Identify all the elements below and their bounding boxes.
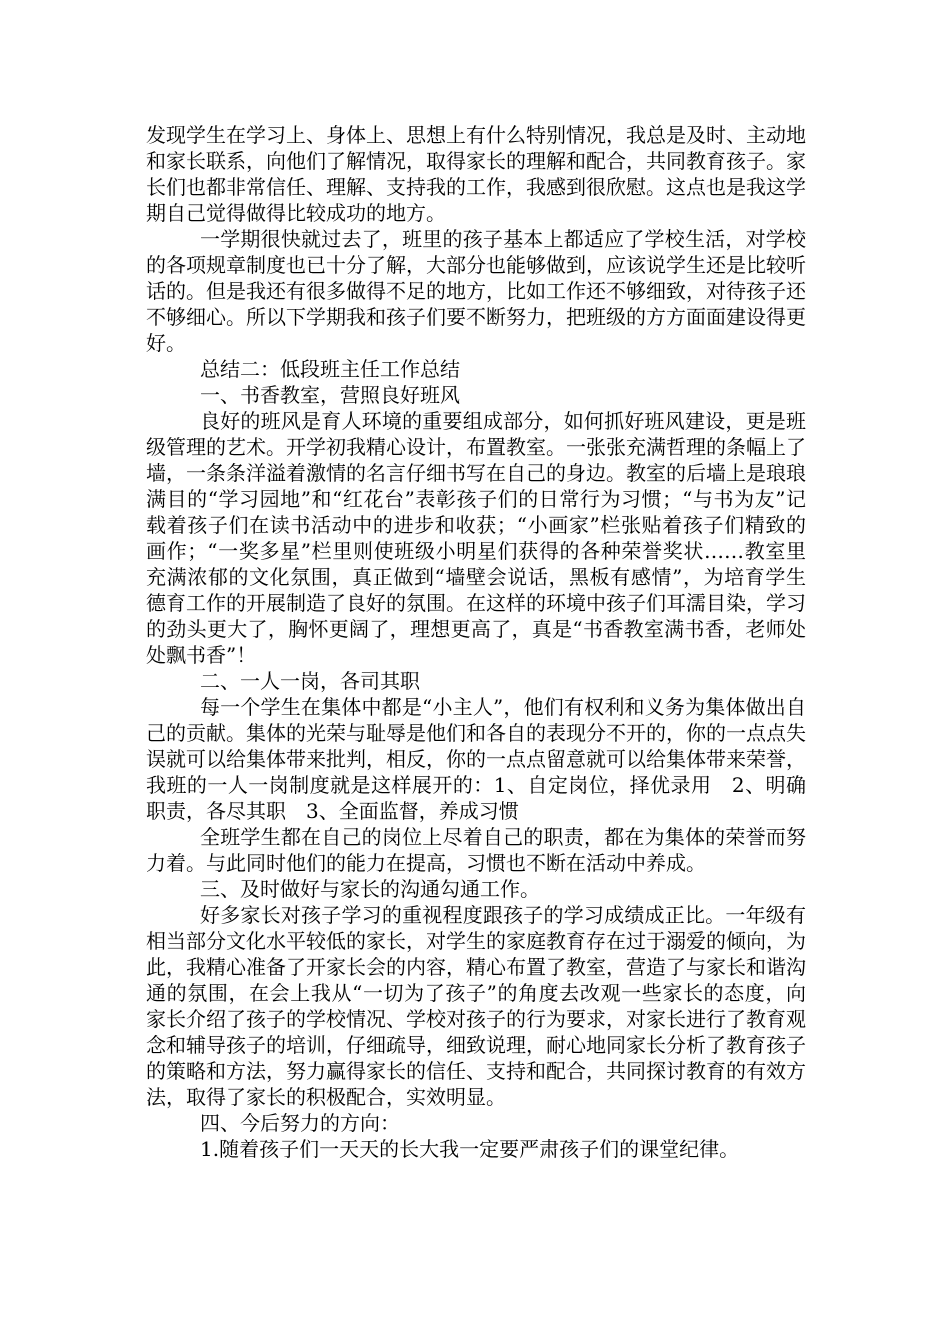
list-item-one: 1.随着孩子们一天天的长大我一定要严肃孩子们的课堂纪律。 — [200, 1137, 740, 1161]
paragraph-class-atmosphere: 良好的班风是育人环境的重要组成部分，如何抓好班风建设，更是班级管理的艺术。开学初我精心设计，布置教室。一张张充满哲理的条幅上了墙，一条条洋溢着激情的名言仔细书写在自己的身边。教室的后墙上是琅琅满目的“学习园地”和“红花台”表彰孩子们的日常行为习惯；“与书为友”记载着孩子们在读书活动中的进步和收获；“小画家”栏张贴着孩子们精致的画作；“一奖多星”栏里则使班级小明星们获得的各种荣誉奖状……教室里充满浓郁的文化氛围，真正做到“墙壁会说话，黑板有感情”，为培育学生德育工作的开展制造了良好的氛围。在这样的环境中孩子们耳濡目染，学习的劲头更大了，胸怀更阔了，理想更高了，真是“书香教室满书香，老师处处飘书香”！ — [146, 409, 806, 667]
heading-three: 三、及时做好与家长的沟通勾通工作。 — [200, 877, 540, 901]
heading-four: 四、今后努力的方向： — [200, 1111, 400, 1135]
document-body — [146, 122, 806, 1162]
section-title-summary-two: 总结二：低段班主任工作总结 — [200, 357, 460, 381]
paragraph-one-post-system: 每一个学生在集体中都是“小主人”，他们有权利和义务为集体做出自己的贡献。集体的光荣与耻辱是他们和各自的表现分不开的，你的一点点失误就可以给集体带来批判，相反，你的一点点留意就可以给集体带来荣誉，我班的一人一岗制度就是这样展开的：1、自定岗位，择优录用 2、明确职责，各尽其职 3、全面监督，养成习惯 — [146, 695, 806, 823]
paragraph-duties: 全班学生都在自己的岗位上尽着自己的职责，都在为集体的荣誉而努力着。与此同时他们的能力在提高，习惯也不断在活动中养成。 — [146, 825, 806, 875]
paragraph-semester-review: 一学期很快就过去了，班里的孩子基本上都适应了学校生活，对学校的各项规章制度也已十分了解，大部分也能够做到，应该说学生还是比较听话的。但是我还有很多做得不足的地方，比如工作还不够细致，对待孩子还不够细心。所以下学期我和孩子们要不断努力，把班级的方方面面建设得更好。 — [146, 227, 806, 355]
paragraph-parent-communication: 好多家长对孩子学习的重视程度跟孩子的学习成绩成正比。一年级有相当部分文化水平较低的家长，对学生的家庭教育存在过于溺爱的倾向，为此，我精心准备了开家长会的内容，精心布置了教室，营造了与家长和谐沟通的氛围，在会上我从“一切为了孩子”的角度去改观一些家长的态度，向家长介绍了孩子的学校情况、学校对孩子的行为要求，对家长进行了教育观念和辅导孩子的培训，仔细疏导，细致说理，耐心地同家长分析了教育孩子的策略和方法，努力赢得家长的信任、支持和配合，共同探讨教育的有效方法，取得了家长的积极配合，实效明显。 — [146, 903, 806, 1109]
paragraph-parent-contact: 发现学生在学习上、身体上、思想上有什么特别情况，我总是及时、主动地和家长联系，向他们了解情况，取得家长的理解和配合，共同教育孩子。家长们也都非常信任、理解、支持我的工作，我感到很欣慰。这点也是我这学期自己觉得做得比较成功的地方。 — [146, 123, 806, 225]
heading-two: 二、一人一岗，各司其职 — [200, 669, 420, 693]
heading-one: 一、书香教室，营照良好班风 — [200, 383, 460, 407]
